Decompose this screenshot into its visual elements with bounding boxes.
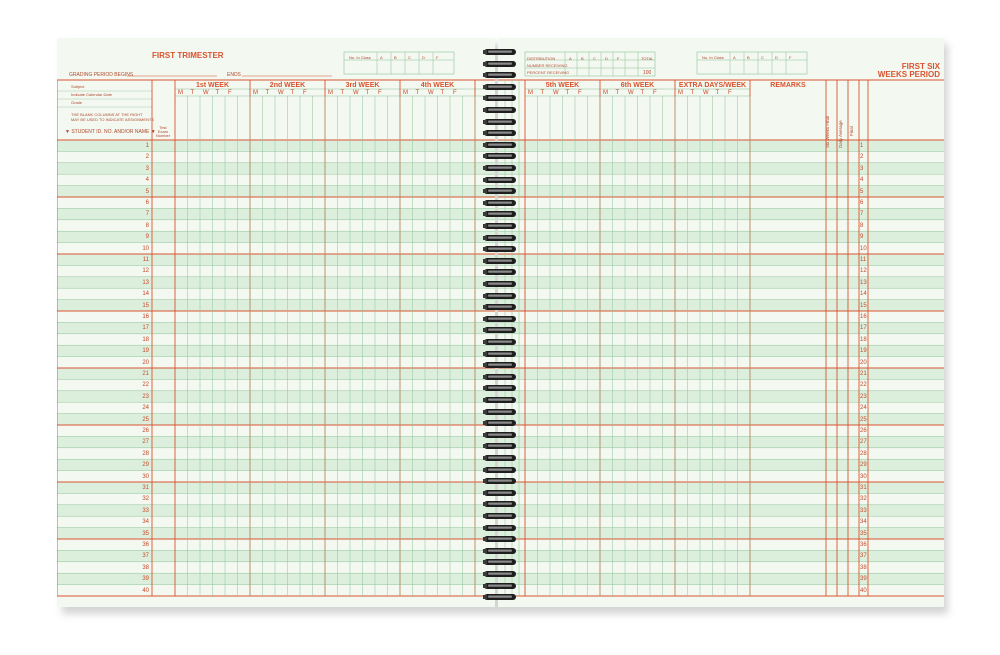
right-row-number: 25 bbox=[860, 416, 867, 423]
student-id-text: STUDENT ID. NO. AND/OR NAME bbox=[71, 129, 150, 135]
spiral-ring bbox=[480, 279, 520, 289]
left-grid bbox=[57, 38, 495, 607]
final-header: Final bbox=[849, 126, 854, 136]
spiral-ring bbox=[480, 175, 520, 185]
spiral-ring bbox=[480, 499, 520, 509]
row-number: 17 bbox=[142, 325, 149, 332]
row-stripe bbox=[498, 140, 944, 151]
row-number: 2 bbox=[145, 154, 149, 161]
right-row-number: 23 bbox=[860, 393, 867, 400]
distribution-row-label: DISTRIBUTION bbox=[527, 56, 556, 61]
six-weeks-title-2: WEEKS PERIOD bbox=[877, 70, 940, 79]
spiral-ring bbox=[480, 256, 520, 266]
row-number: 33 bbox=[142, 507, 149, 514]
row-number: 11 bbox=[142, 257, 149, 263]
right-page bbox=[498, 38, 944, 607]
right-row-number: 31 bbox=[860, 485, 867, 491]
row-stripe bbox=[57, 436, 495, 447]
week-6-header: 6th WEEK bbox=[620, 82, 655, 89]
left-page bbox=[57, 38, 495, 607]
spiral-ring bbox=[480, 453, 520, 463]
spiral-ring bbox=[480, 221, 520, 231]
right-row-number: 20 bbox=[860, 359, 867, 366]
row-number: 3 bbox=[145, 165, 149, 172]
day-label: T bbox=[265, 90, 270, 96]
right-row-number: 15 bbox=[860, 302, 867, 309]
number-receiving-label: NUMBER RECEIVING bbox=[527, 63, 568, 68]
spiral-ring bbox=[480, 82, 520, 92]
remarks-header: REMARKS bbox=[770, 82, 806, 89]
day-label: W bbox=[203, 90, 209, 96]
right-row-number: 26 bbox=[860, 428, 867, 434]
day-label: F bbox=[578, 90, 582, 96]
right-row-number: 3 bbox=[860, 165, 864, 172]
row-number: 1 bbox=[145, 143, 149, 149]
row-number: 23 bbox=[142, 393, 149, 400]
row-number: 24 bbox=[142, 405, 149, 412]
distribution-letter: A bbox=[569, 56, 572, 61]
right-row-number: 24 bbox=[860, 405, 867, 412]
row-stripe bbox=[57, 459, 495, 470]
row-stripe bbox=[498, 163, 944, 174]
spiral-ring bbox=[480, 488, 520, 498]
spiral-binding bbox=[480, 45, 520, 605]
spiral-ring bbox=[480, 372, 520, 382]
row-stripe bbox=[57, 482, 495, 493]
right-row-number: 12 bbox=[860, 268, 867, 275]
row-stripe bbox=[57, 345, 495, 356]
day-label: T bbox=[540, 90, 545, 96]
spiral-ring bbox=[480, 557, 520, 567]
row-number: 36 bbox=[142, 542, 149, 548]
distribution-total-value: 100 bbox=[643, 70, 652, 76]
row-stripe bbox=[57, 231, 495, 242]
row-stripe bbox=[57, 208, 495, 219]
test-exam-label: Test Exam Number bbox=[155, 125, 171, 138]
spiral-ring bbox=[480, 117, 520, 127]
six-weeks-final-header: Six Weeks Final bbox=[825, 115, 830, 148]
day-label: T bbox=[190, 90, 195, 96]
row-number: 10 bbox=[142, 245, 149, 252]
day-label: M bbox=[403, 90, 408, 96]
day-label: F bbox=[303, 90, 307, 96]
counts-letter: C bbox=[408, 55, 411, 60]
extra-days-header: EXTRA DAYS/WEEK bbox=[678, 82, 747, 89]
right-row-number: 28 bbox=[860, 450, 867, 457]
day-label: T bbox=[640, 90, 645, 96]
spiral-ring bbox=[480, 441, 520, 451]
row-number: 22 bbox=[142, 382, 149, 389]
day-label: F bbox=[228, 90, 232, 96]
day-label: M bbox=[678, 90, 683, 96]
day-label: T bbox=[415, 90, 420, 96]
day-label: T bbox=[565, 90, 570, 96]
spiral-ring bbox=[480, 314, 520, 324]
right-row-number: 2 bbox=[860, 154, 864, 161]
row-stripe bbox=[57, 322, 495, 333]
row-number: 12 bbox=[142, 268, 149, 275]
right-row-number: 22 bbox=[860, 382, 867, 389]
row-stripe bbox=[57, 163, 495, 174]
row-number: 8 bbox=[145, 222, 149, 229]
spiral-ring bbox=[480, 105, 520, 115]
day-label: T bbox=[615, 90, 620, 96]
right-row-number: 40 bbox=[860, 587, 867, 594]
spiral-ring bbox=[480, 465, 520, 475]
row-stripe bbox=[498, 368, 944, 379]
grading-period-label: GRADING PERIOD BEGINS bbox=[69, 72, 134, 78]
right-row-number: 34 bbox=[860, 519, 867, 526]
right-counts-letter: C bbox=[761, 55, 764, 60]
right-row-number: 7 bbox=[860, 211, 864, 218]
trimester-title: FIRST TRIMESTER bbox=[152, 51, 224, 60]
spiral-ring bbox=[480, 233, 520, 243]
counts-letter: B bbox=[394, 55, 397, 60]
row-number: 39 bbox=[142, 576, 149, 583]
spiral-ring bbox=[480, 325, 520, 335]
right-grid bbox=[498, 38, 944, 607]
spiral-ring bbox=[480, 59, 520, 69]
right-row-number: 8 bbox=[860, 222, 864, 229]
blank-columns-note-2: MAY BE USED TO INDICATE ASSIGNMENTS bbox=[71, 117, 154, 122]
row-stripe bbox=[498, 186, 944, 197]
row-stripe bbox=[57, 505, 495, 516]
row-number: 6 bbox=[145, 200, 149, 206]
row-stripe bbox=[498, 482, 944, 493]
distribution-letter: C bbox=[593, 56, 596, 61]
week-3-header: 3rd WEEK bbox=[345, 82, 380, 89]
row-number: 16 bbox=[142, 314, 149, 320]
row-stripe bbox=[498, 391, 944, 402]
row-number: 13 bbox=[142, 279, 149, 286]
right-row-number: 16 bbox=[860, 314, 867, 320]
spiral-ring bbox=[480, 569, 520, 579]
row-stripe bbox=[498, 231, 944, 242]
six-weeks-title-1: FIRST SIX bbox=[901, 62, 940, 71]
row-stripe bbox=[498, 322, 944, 333]
row-number: 19 bbox=[142, 348, 149, 355]
row-stripe bbox=[57, 573, 495, 584]
row-number: 27 bbox=[142, 439, 149, 446]
right-row-number: 1 bbox=[860, 143, 864, 149]
percent-receiving-label: PERCENT RECEIVING bbox=[527, 70, 570, 75]
row-number: 32 bbox=[142, 496, 149, 503]
right-row-number: 19 bbox=[860, 348, 867, 355]
spiral-ring bbox=[480, 163, 520, 173]
right-row-number: 29 bbox=[860, 462, 867, 469]
day-label: T bbox=[290, 90, 295, 96]
day-label: M bbox=[528, 90, 533, 96]
row-number: 14 bbox=[142, 291, 149, 298]
row-number: 30 bbox=[142, 473, 149, 480]
day-label: F bbox=[453, 90, 457, 96]
day-label: W bbox=[703, 90, 709, 96]
right-row-number: 32 bbox=[860, 496, 867, 503]
counts-box-label: No. In Class bbox=[349, 55, 371, 60]
spiral-ring bbox=[480, 244, 520, 254]
spiral-ring bbox=[480, 349, 520, 359]
right-row-number: 4 bbox=[860, 177, 864, 184]
row-stripe bbox=[57, 186, 495, 197]
distribution-letter: F bbox=[617, 56, 620, 61]
row-stripe bbox=[498, 436, 944, 447]
subject-label: Subject bbox=[71, 84, 85, 89]
spiral-ring bbox=[480, 546, 520, 556]
spiral-ring bbox=[480, 476, 520, 486]
spiral-ring bbox=[480, 523, 520, 533]
right-counts-letter: D bbox=[775, 55, 778, 60]
counts-letter: F bbox=[436, 55, 439, 60]
distribution-letter: B bbox=[581, 56, 584, 61]
spiral-ring bbox=[480, 140, 520, 150]
row-stripe bbox=[57, 254, 495, 265]
day-label: T bbox=[440, 90, 445, 96]
right-row-number: 35 bbox=[860, 530, 867, 537]
right-row-number: 36 bbox=[860, 542, 867, 548]
counts-letter: D bbox=[422, 55, 425, 60]
week-5-header: 5th WEEK bbox=[545, 82, 580, 89]
row-stripe bbox=[57, 414, 495, 425]
spiral-ring bbox=[480, 534, 520, 544]
ends-label: ENDS bbox=[227, 72, 241, 78]
day-label: T bbox=[715, 90, 720, 96]
row-number: 7 bbox=[145, 211, 149, 218]
right-row-number: 38 bbox=[860, 564, 867, 571]
right-row-number: 10 bbox=[860, 245, 867, 252]
row-number: 9 bbox=[145, 234, 149, 241]
spiral-ring bbox=[480, 592, 520, 602]
spiral-ring bbox=[480, 209, 520, 219]
row-stripe bbox=[498, 459, 944, 470]
spiral-ring bbox=[480, 302, 520, 312]
spiral-ring bbox=[480, 151, 520, 161]
row-number: 5 bbox=[145, 188, 149, 195]
week-2-header: 2nd WEEK bbox=[269, 82, 306, 89]
spiral-ring bbox=[480, 430, 520, 440]
spiral-ring bbox=[480, 337, 520, 347]
spiral-ring bbox=[480, 186, 520, 196]
right-row-number: 27 bbox=[860, 439, 867, 446]
row-number: 20 bbox=[142, 359, 149, 366]
right-row-number: 9 bbox=[860, 234, 864, 241]
row-stripe bbox=[498, 300, 944, 311]
grade-label: Grade bbox=[71, 100, 83, 105]
row-stripe bbox=[57, 140, 495, 151]
right-row-number: 13 bbox=[860, 279, 867, 286]
row-number: 31 bbox=[142, 485, 149, 491]
row-stripe bbox=[57, 277, 495, 288]
right-row-number: 30 bbox=[860, 473, 867, 480]
right-row-number: 33 bbox=[860, 507, 867, 514]
day-label: W bbox=[353, 90, 359, 96]
row-stripe bbox=[57, 528, 495, 539]
right-row-number: 21 bbox=[860, 371, 867, 377]
row-number: 4 bbox=[145, 177, 149, 184]
day-label: M bbox=[328, 90, 333, 96]
right-row-number: 5 bbox=[860, 188, 864, 195]
row-stripe bbox=[498, 254, 944, 265]
blank-columns-note-1: THE BLANK COLUMNS AT THE RIGHT bbox=[71, 112, 143, 117]
calendar-date-label: Indicate Calendar Date bbox=[71, 92, 112, 97]
day-label: M bbox=[253, 90, 258, 96]
row-number: 34 bbox=[142, 519, 149, 526]
row-number: 40 bbox=[142, 587, 149, 594]
row-stripe bbox=[57, 391, 495, 402]
row-stripe bbox=[498, 550, 944, 561]
row-number: 26 bbox=[142, 428, 149, 434]
day-label: M bbox=[603, 90, 608, 96]
counts-letter: A bbox=[380, 55, 383, 60]
right-counts-letter: B bbox=[747, 55, 750, 60]
spiral-ring bbox=[480, 418, 520, 428]
spiral-ring bbox=[480, 47, 520, 57]
row-stripe bbox=[498, 277, 944, 288]
spiral-ring bbox=[480, 70, 520, 80]
row-stripe bbox=[498, 414, 944, 425]
row-number: 37 bbox=[142, 553, 149, 560]
spiral-ring bbox=[480, 511, 520, 521]
spiral-ring bbox=[480, 198, 520, 208]
row-stripe bbox=[57, 550, 495, 561]
row-number: 18 bbox=[142, 336, 149, 343]
row-number: 35 bbox=[142, 530, 149, 537]
spiral-ring bbox=[480, 395, 520, 405]
row-number: 38 bbox=[142, 564, 149, 571]
row-number: 15 bbox=[142, 302, 149, 309]
day-label: T bbox=[365, 90, 370, 96]
spiral-ring bbox=[480, 93, 520, 103]
spiral-ring bbox=[480, 267, 520, 277]
right-row-number: 37 bbox=[860, 553, 867, 560]
right-row-number: 17 bbox=[860, 325, 867, 332]
day-label: T bbox=[690, 90, 695, 96]
row-stripe bbox=[498, 573, 944, 584]
row-stripe bbox=[57, 368, 495, 379]
right-counts-letter: F bbox=[789, 55, 792, 60]
day-label: T bbox=[215, 90, 220, 96]
day-label: F bbox=[378, 90, 382, 96]
day-label: W bbox=[553, 90, 559, 96]
spiral-ring bbox=[480, 128, 520, 138]
right-row-number: 14 bbox=[860, 291, 867, 298]
right-counts-box-label: No. In Class bbox=[702, 55, 724, 60]
distribution-letter: D bbox=[605, 56, 608, 61]
day-label: W bbox=[628, 90, 634, 96]
right-counts-letter: A bbox=[733, 55, 736, 60]
right-row-number: 6 bbox=[860, 200, 864, 206]
week-1-header: 1st WEEK bbox=[195, 82, 230, 89]
day-label: W bbox=[278, 90, 284, 96]
spiral-ring bbox=[480, 407, 520, 417]
daily-average-header: Daily Average bbox=[838, 120, 843, 148]
week-4-header: 4th WEEK bbox=[420, 82, 455, 89]
row-number: 25 bbox=[142, 416, 149, 423]
day-label: F bbox=[728, 90, 732, 96]
right-row-number: 39 bbox=[860, 576, 867, 583]
day-label: T bbox=[340, 90, 345, 96]
row-stripe bbox=[498, 505, 944, 516]
spiral-ring bbox=[480, 383, 520, 393]
right-row-number: 11 bbox=[860, 257, 867, 263]
spiral-ring bbox=[480, 360, 520, 370]
row-stripe bbox=[498, 345, 944, 356]
distribution-total-label: TOTAL bbox=[641, 56, 654, 61]
row-number: 21 bbox=[142, 371, 149, 377]
day-label: W bbox=[428, 90, 434, 96]
row-stripe bbox=[498, 208, 944, 219]
row-stripe bbox=[57, 300, 495, 311]
day-label: F bbox=[653, 90, 657, 96]
right-row-number: 18 bbox=[860, 336, 867, 343]
spiral-ring bbox=[480, 581, 520, 591]
row-number: 28 bbox=[142, 450, 149, 457]
student-id-label: ▼ STUDENT ID. NO. AND/OR NAME ▼ bbox=[65, 129, 156, 135]
day-label: M bbox=[178, 90, 183, 96]
spiral-ring bbox=[480, 291, 520, 301]
row-stripe bbox=[498, 528, 944, 539]
row-number: 29 bbox=[142, 462, 149, 469]
